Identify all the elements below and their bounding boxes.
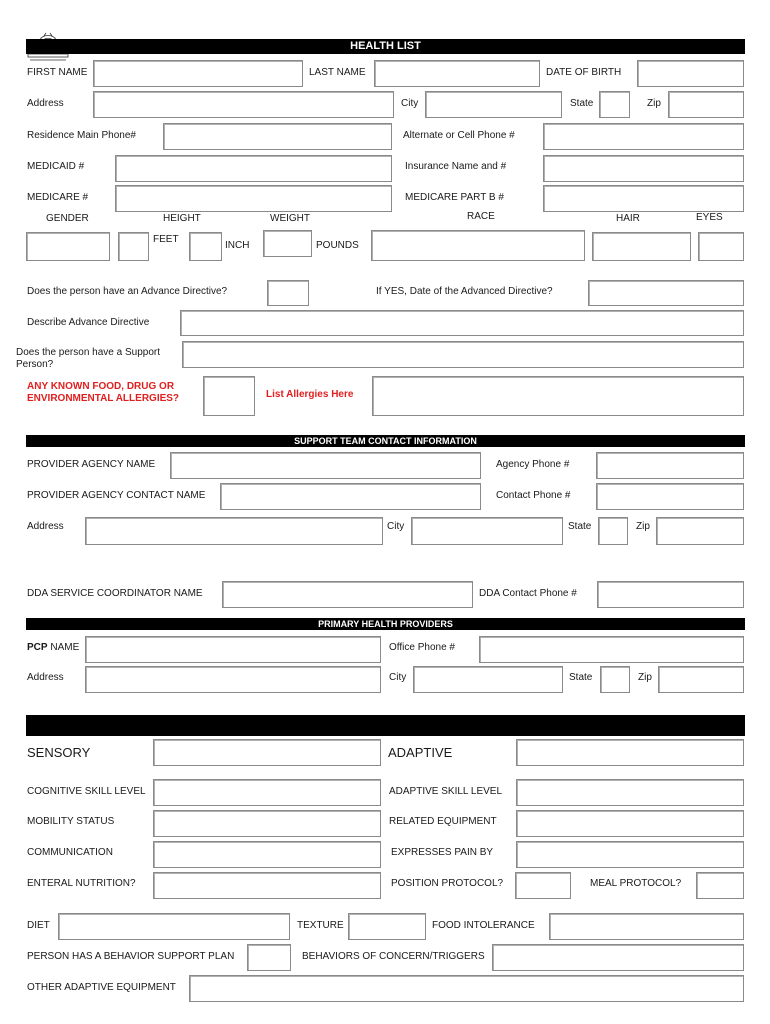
- feet-label: FEET: [153, 234, 179, 245]
- address-label: Address: [27, 98, 64, 109]
- support-address-field[interactable]: [85, 517, 383, 545]
- eyes-field[interactable]: [698, 232, 744, 261]
- dda-phone-label: DDA Contact Phone #: [479, 588, 577, 599]
- advance-directive-date-label: If YES, Date of the Advanced Directive?: [376, 286, 553, 297]
- pcp-name-label: PCP NAME: [27, 642, 80, 653]
- related-equipment-field[interactable]: [516, 810, 744, 837]
- insurance-label: Insurance Name and #: [405, 161, 507, 172]
- health-list-title: HEALTH LIST: [26, 39, 745, 54]
- medicare-b-label: MEDICARE PART B #: [405, 192, 504, 203]
- medicare-label: MEDICARE #: [27, 192, 89, 203]
- support-state-label: State: [568, 521, 592, 532]
- state-field[interactable]: [599, 91, 630, 118]
- dda-coordinator-label: DDA SERVICE COORDINATOR NAME: [27, 588, 203, 599]
- enteral-nutrition-field[interactable]: [153, 872, 381, 899]
- advance-directive-question: Does the person have an Advance Directive?: [27, 286, 228, 297]
- hair-field[interactable]: [592, 232, 691, 261]
- provider-agency-label: PROVIDER AGENCY NAME: [27, 459, 156, 470]
- enteral-nutrition-label: ENTERAL NUTRITION?: [27, 878, 136, 889]
- gender-field[interactable]: [26, 232, 110, 261]
- height-label: HEIGHT: [163, 213, 201, 224]
- allergies-question: ANY KNOWN FOOD, DRUG OR ENVIRONMENTAL ALLERGIES?: [27, 381, 180, 404]
- sensory-label: SENSORY: [27, 745, 91, 760]
- describe-advance-directive-field[interactable]: [180, 310, 744, 336]
- adaptive-skill-field[interactable]: [516, 779, 744, 806]
- first-name-field[interactable]: [93, 60, 303, 87]
- food-intolerance-label: FOOD INTOLERANCE: [432, 920, 535, 931]
- pcp-address-field[interactable]: [85, 666, 381, 693]
- behaviors-of-concern-label: BEHAVIORS OF CONCERN/TRIGGERS: [302, 951, 485, 962]
- texture-label: TEXTURE: [297, 920, 344, 931]
- advance-directive-date-field[interactable]: [588, 280, 744, 306]
- residence-phone-label: Residence Main Phone#: [27, 130, 136, 141]
- address-field[interactable]: [93, 91, 394, 118]
- behavior-plan-label: PERSON HAS A BEHAVIOR SUPPORT PLAN: [27, 951, 235, 962]
- inch-label: INCH: [225, 240, 250, 251]
- gender-label: GENDER: [46, 213, 89, 224]
- behaviors-of-concern-field[interactable]: [492, 944, 744, 971]
- meal-protocol-label: MEAL PROTOCOL?: [590, 878, 682, 889]
- cognitive-skill-label: COGNITIVE SKILL LEVEL: [27, 786, 146, 797]
- support-person-question: Does the person have a Support Person?: [16, 347, 160, 370]
- city-field[interactable]: [425, 91, 562, 118]
- dda-coordinator-field[interactable]: [222, 581, 473, 608]
- pounds-label: POUNDS: [316, 240, 359, 251]
- texture-field[interactable]: [348, 913, 426, 940]
- medicaid-field[interactable]: [115, 155, 392, 182]
- last-name-label: LAST NAME: [309, 67, 366, 78]
- sensory-field[interactable]: [153, 739, 381, 766]
- cognitive-skill-field[interactable]: [153, 779, 381, 806]
- adaptive-label: ADAPTIVE: [388, 745, 453, 760]
- pcp-state-field[interactable]: [600, 666, 630, 693]
- residence-phone-field[interactable]: [163, 123, 392, 150]
- meal-protocol-field[interactable]: [696, 872, 744, 899]
- behavior-plan-field[interactable]: [247, 944, 291, 971]
- diet-field[interactable]: [58, 913, 290, 940]
- position-protocol-field[interactable]: [515, 872, 571, 899]
- pcp-zip-field[interactable]: [658, 666, 744, 693]
- communication-field[interactable]: [153, 841, 381, 868]
- support-zip-label: Zip: [636, 521, 650, 532]
- alternate-phone-label: Alternate or Cell Phone #: [403, 130, 515, 141]
- medicare-b-field[interactable]: [543, 185, 744, 212]
- provider-contact-label: PROVIDER AGENCY CONTACT NAME: [27, 490, 206, 501]
- support-person-field[interactable]: [182, 341, 744, 368]
- advance-directive-field[interactable]: [267, 280, 309, 306]
- insurance-field[interactable]: [543, 155, 744, 182]
- zip-field[interactable]: [668, 91, 744, 118]
- primary-health-providers-heading: PRIMARY HEALTH PROVIDERS: [26, 618, 745, 630]
- related-equipment-label: RELATED EQUIPMENT: [389, 816, 497, 827]
- communication-label: COMMUNICATION: [27, 847, 113, 858]
- other-adaptive-equipment-field[interactable]: [189, 975, 744, 1002]
- pcp-address-label: Address: [27, 672, 64, 683]
- other-adaptive-equipment-label: OTHER ADAPTIVE EQUIPMENT: [27, 982, 176, 993]
- contact-phone-label: Contact Phone #: [496, 490, 571, 501]
- agency-phone-field[interactable]: [596, 452, 744, 479]
- functional-section-heading: [26, 715, 745, 736]
- list-allergies-label: List Allergies Here: [266, 389, 354, 400]
- pcp-name-field[interactable]: [85, 636, 381, 663]
- first-name-label: FIRST NAME: [27, 67, 88, 78]
- agency-phone-label: Agency Phone #: [496, 459, 570, 470]
- allergies-list-field[interactable]: [372, 376, 744, 416]
- support-city-label: City: [387, 521, 405, 532]
- diet-label: DIET: [27, 920, 50, 931]
- allergies-yes-no-field[interactable]: [203, 376, 255, 416]
- adaptive-field[interactable]: [516, 739, 744, 766]
- contact-phone-field[interactable]: [596, 483, 744, 510]
- expresses-pain-label: EXPRESSES PAIN BY: [391, 847, 494, 858]
- dob-label: DATE OF BIRTH: [546, 67, 622, 78]
- office-phone-field[interactable]: [479, 636, 744, 663]
- race-label: RACE: [467, 211, 495, 222]
- expresses-pain-field[interactable]: [516, 841, 744, 868]
- zip-label: Zip: [647, 98, 661, 109]
- pcp-zip-label: Zip: [638, 672, 652, 683]
- mobility-status-label: MOBILITY STATUS: [27, 816, 115, 827]
- weight-label: WEIGHT: [270, 213, 310, 224]
- dda-phone-field[interactable]: [597, 581, 744, 608]
- support-address-label: Address: [27, 521, 64, 532]
- support-city-field[interactable]: [411, 517, 563, 545]
- support-zip-field[interactable]: [656, 517, 744, 545]
- pcp-city-field[interactable]: [413, 666, 563, 693]
- state-label: State: [570, 98, 594, 109]
- race-field[interactable]: [371, 230, 585, 261]
- alternate-phone-field[interactable]: [543, 123, 744, 150]
- dob-field[interactable]: [637, 60, 744, 87]
- medicaid-label: MEDICAID #: [27, 161, 85, 172]
- height-inch-field[interactable]: [189, 232, 222, 261]
- support-state-field[interactable]: [598, 517, 628, 545]
- city-label: City: [401, 98, 419, 109]
- pcp-state-label: State: [569, 672, 593, 683]
- provider-contact-field[interactable]: [220, 483, 481, 510]
- hair-label: HAIR: [616, 213, 640, 224]
- pcp-city-label: City: [389, 672, 407, 683]
- last-name-field[interactable]: [374, 60, 540, 87]
- height-feet-field[interactable]: [118, 232, 149, 261]
- position-protocol-label: POSITION PROTOCOL?: [391, 878, 504, 889]
- provider-agency-field[interactable]: [170, 452, 481, 479]
- food-intolerance-field[interactable]: [549, 913, 744, 940]
- adaptive-skill-label: ADAPTIVE SKILL LEVEL: [389, 786, 503, 797]
- support-team-heading: SUPPORT TEAM CONTACT INFORMATION: [26, 435, 745, 447]
- office-phone-label: Office Phone #: [389, 642, 455, 653]
- describe-advance-directive-label: Describe Advance Directive: [27, 317, 150, 328]
- mobility-status-field[interactable]: [153, 810, 381, 837]
- weight-field[interactable]: [263, 230, 312, 257]
- medicare-field[interactable]: [115, 185, 392, 212]
- eyes-label: EYES: [696, 212, 723, 223]
